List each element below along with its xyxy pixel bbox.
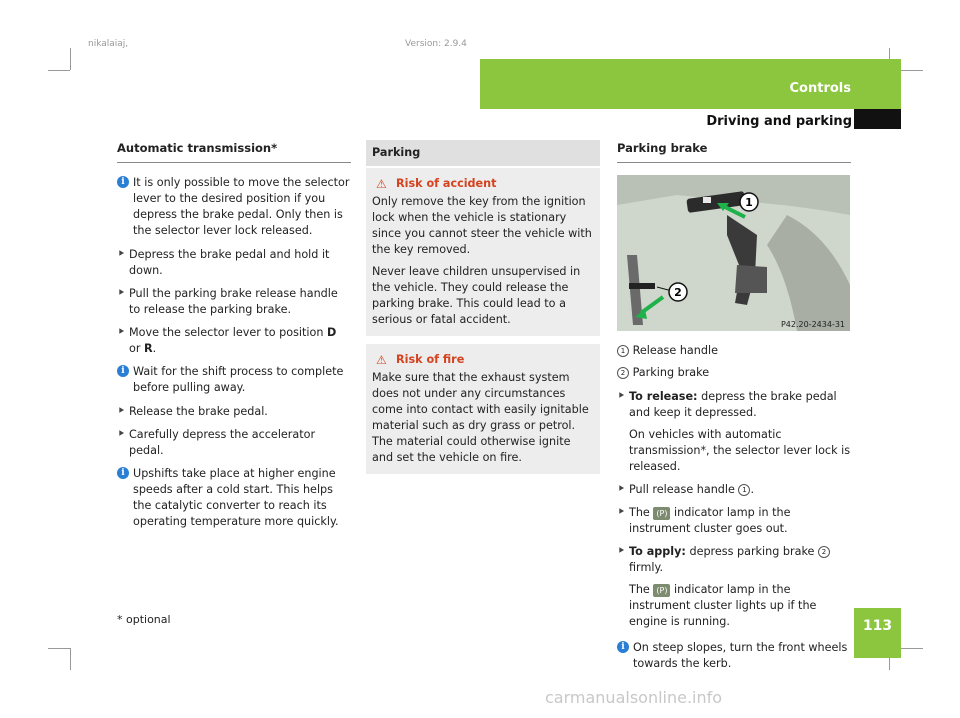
gear-r: R: [144, 342, 153, 355]
chapter-tab: [480, 59, 901, 109]
step-arrow-icon: ⯈: [117, 406, 125, 417]
info-text: Upshifts take place at higher engine speeds after a cold start. This helps the catalytic converter to reach its operating temperature more quickly.: [133, 467, 339, 528]
crop-mark: [48, 70, 70, 71]
gear-d: D: [327, 326, 337, 339]
step-note: The (P) indicator lamp in the instrument cluster lights up if the engine is running.: [629, 583, 817, 628]
meta-author: nikalaiaj,: [88, 39, 129, 49]
legend-number-2: 2: [617, 367, 629, 379]
crop-mark: [70, 648, 71, 670]
meta-version: Version: 2.9.4: [405, 39, 467, 49]
parking-brake-photo: [617, 175, 850, 331]
warning-text: Only remove the key from the ignition lock when the vehicle is stationary since you cannot steer the vehicle with the key removed.: [372, 195, 592, 256]
step-text: Pull the parking brake release handle to release the parking brake.: [129, 287, 338, 316]
parking-brake-lamp-icon: (P): [653, 584, 670, 597]
step-item: [617, 544, 851, 630]
info-icon: i: [117, 467, 129, 479]
warning-box: [366, 168, 600, 336]
step-arrow-icon: ⯈: [617, 484, 625, 495]
step-item: ⯈ Pull release handle 1 .: [617, 483, 755, 496]
step-text: Move the selector lever to position: [129, 326, 328, 339]
crop-mark: [901, 70, 923, 71]
legend-item: 2 Parking brake: [617, 365, 851, 381]
warning-text: Never leave children unsupervised in the vehicle. They could release the parking brake. This could lead to a serious or fatal accident.: [372, 265, 581, 326]
step-text: .: [152, 342, 157, 355]
crop-mark: [70, 48, 71, 70]
column-heading: Automatic transmission*: [117, 140, 351, 163]
info-note: [117, 175, 351, 239]
step-item: [117, 247, 351, 279]
step-text: The: [629, 506, 650, 519]
legend-number-2: 2: [818, 546, 830, 558]
step-item: [117, 286, 351, 318]
step-item: [117, 325, 351, 357]
figure-code: P42.20-2434-31: [780, 320, 845, 329]
parking-brake-lamp-icon: (P): [653, 507, 670, 520]
step-item: [117, 404, 351, 420]
step-text: firmly.: [629, 561, 664, 574]
info-text: Wait for the shift process to complete before pulling away.: [133, 365, 344, 394]
step-label: To release:: [629, 390, 698, 403]
info-note: [117, 466, 351, 530]
crop-mark: [48, 648, 70, 649]
step-text: Depress the brake pedal and hold it down.: [129, 248, 330, 277]
info-icon: i: [117, 176, 129, 188]
section-title: Driving and parking: [706, 114, 852, 129]
step-arrow-icon: ⯈: [117, 429, 125, 440]
warning-title: ⚠ Risk of accident: [376, 177, 497, 191]
warning-text: Make sure that the exhaust system does not under any circumstances come into contact with easily ignitable material such as dry grass or petrol. The material could otherwise ignite and set the vehicle on fire.: [372, 371, 589, 464]
parking-brake-illustration: [617, 175, 850, 331]
step-item: [117, 427, 351, 459]
column-automatic-transmission: [117, 140, 351, 538]
step-arrow-icon: ⯈: [617, 391, 625, 402]
step-note: On vehicles with automatic transmission*, the selector lever lock is released.: [629, 428, 851, 473]
info-icon: i: [617, 641, 629, 653]
page-number: 113: [854, 608, 901, 658]
step-text: or: [129, 342, 145, 355]
crop-mark: [901, 648, 923, 649]
step-arrow-icon: ⯈: [617, 507, 625, 518]
step-text: Carefully depress the accelerator pedal.: [129, 428, 316, 457]
section-marker: [854, 109, 901, 129]
info-note: [117, 364, 351, 396]
info-text: It is only possible to move the selector lever to the desired position if you depress the brake pedal. Only then is the selector lever lock released.: [133, 176, 350, 237]
column-parking: [366, 140, 600, 474]
info-text: On steep slopes, turn the front wheels towards the kerb.: [633, 641, 848, 670]
step-item: [617, 505, 851, 537]
warning-triangle-icon: ⚠: [376, 177, 387, 191]
legend-number-1: 1: [617, 345, 629, 357]
step-arrow-icon: ⯈: [617, 546, 625, 557]
column-heading: Parking brake: [617, 140, 851, 163]
legend-item: 1 Release handle: [617, 343, 851, 359]
step-text: indicator lamp in the instrument cluster goes out.: [629, 506, 791, 535]
callout-1-label: 1: [745, 196, 753, 209]
step-text: Pull release handle: [629, 483, 735, 496]
step-item: [617, 389, 851, 475]
step-arrow-icon: ⯈: [117, 288, 125, 299]
step-text: depress the brake pedal and keep it depressed.: [629, 390, 837, 419]
legend-number-1: 1: [738, 484, 750, 496]
step-arrow-icon: ⯈: [117, 327, 125, 338]
column-parking-brake: [617, 140, 851, 680]
callout-2-label: 2: [674, 286, 682, 299]
footnote: * optional: [117, 613, 171, 626]
step-text: depress parking brake: [685, 545, 815, 558]
warning-box: [366, 344, 600, 474]
chapter-label: Controls: [789, 81, 851, 96]
step-text: Release the brake pedal.: [129, 405, 268, 418]
watermark: carmanualsonline.info: [545, 688, 723, 707]
step-arrow-icon: ⯈: [117, 249, 125, 260]
warning-title: ⚠ Risk of fire: [376, 353, 465, 367]
warning-triangle-icon: ⚠: [376, 353, 387, 367]
info-icon: i: [117, 365, 129, 377]
column-heading: Parking: [366, 140, 600, 166]
step-label: To apply:: [629, 545, 686, 558]
info-note: [617, 640, 851, 672]
